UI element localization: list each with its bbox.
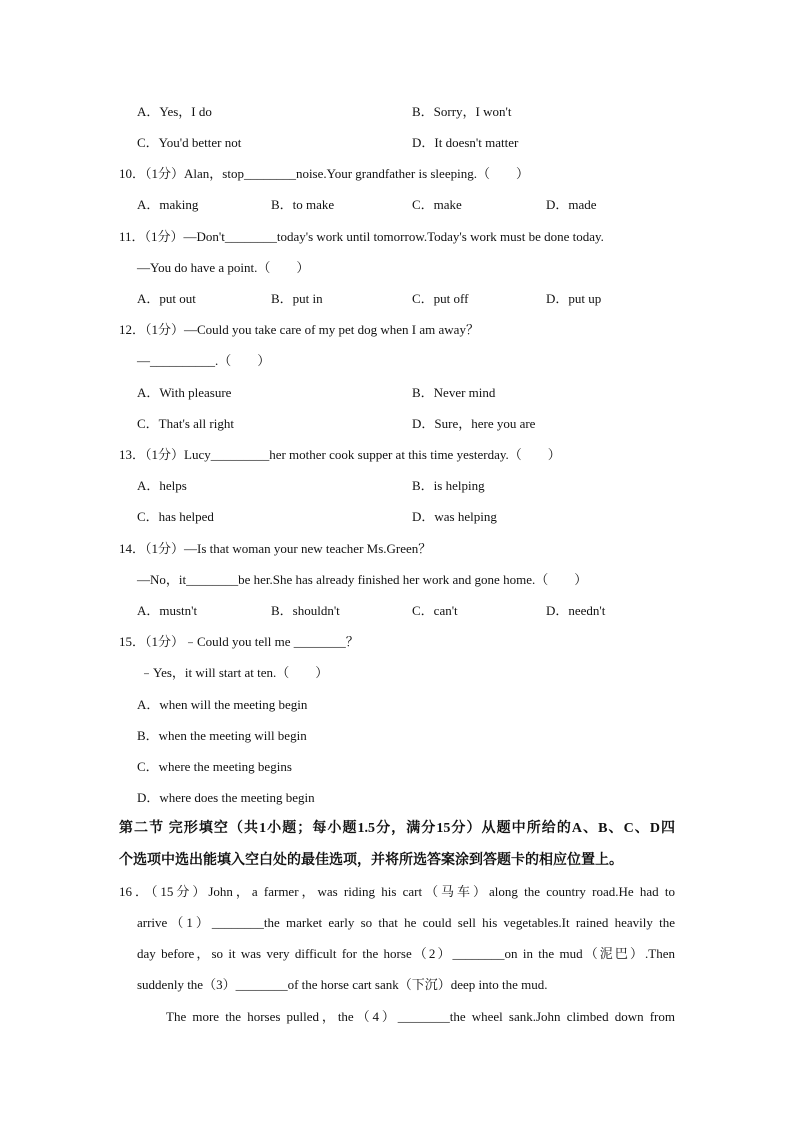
q13-option-b: B．is helping: [412, 478, 485, 493]
q16-passage-line2: arrive（1）________the market early so that he could sell his vegetables.It rained heavily the: [137, 915, 675, 930]
q16-passage-line3: day before，so it was very difficult for the horse（2）________on in the mud（泥巴）.Then: [137, 946, 675, 961]
q11-option-c: C．put off: [412, 291, 469, 306]
q16-passage-line4: suddenly the（3）________of the horse cart sank（下沉）deep into the mud.: [137, 977, 548, 992]
q15-reply: ﹣Yes，it will start at ten.（ ）: [140, 665, 329, 680]
q12-option-d: D．Sure，here you are: [412, 416, 536, 431]
q12-reply: —__________.（ ）: [137, 353, 271, 368]
q9-option-a: A．Yes，I do: [137, 104, 212, 119]
q16-passage-line1: 16．（15分）John，a farmer，was riding his cart（马车）along the country road.He had to: [119, 884, 675, 899]
q11-option-a: A．put out: [137, 291, 196, 306]
q14-option-c: C．can't: [412, 603, 458, 618]
q12-option-b: B．Never mind: [412, 385, 496, 400]
q10-option-b: B．to make: [271, 197, 335, 212]
q14-reply: —No，it________be her.She has already finished her work and gone home.（ ）: [137, 572, 588, 587]
q14-stem: 14．（1分）—Is that woman your new teacher Ms.Green？: [119, 541, 432, 556]
q12-option-a: A．With pleasure: [137, 385, 232, 400]
q11-stem: 11．（1分）—Don't________today's work until tomorrow.Today's work must be done today.: [119, 229, 604, 244]
q10-option-a: A．making: [137, 197, 199, 212]
q12-stem: 12．（1分）—Could you take care of my pet dog when I am away？: [119, 322, 479, 337]
section2-heading-line2: 个选项中选出能填入空白处的最佳选项，并将所选答案涂到答题卡的相应位置上。: [119, 853, 623, 868]
q14-option-d: D．needn't: [546, 603, 606, 618]
q9-option-c: C．You'd better not: [137, 135, 242, 150]
q15-option-a: A．when will the meeting begin: [137, 697, 308, 712]
q14-option-a: A．mustn't: [137, 603, 198, 618]
q13-stem: 13．（1分）Lucy_________her mother cook supper at this time yesterday.（ ）: [119, 447, 561, 462]
q12-option-c: C．That's all right: [137, 416, 234, 431]
q9-option-d: D．It doesn't matter: [412, 135, 519, 150]
q15-stem: 15．（1分）﹣Could you tell me ________？: [119, 634, 359, 649]
q13-option-c: C．has helped: [137, 509, 214, 524]
q9-option-b: B．Sorry，I won't: [412, 104, 512, 119]
q10-option-d: D．made: [546, 197, 597, 212]
q13-option-d: D．was helping: [412, 509, 497, 524]
q11-option-d: D．put up: [546, 291, 602, 306]
q11-option-b: B．put in: [271, 291, 323, 306]
q15-option-b: B．when the meeting will begin: [137, 728, 307, 743]
q15-option-d: D．where does the meeting begin: [137, 790, 315, 805]
q13-option-a: A．helps: [137, 478, 187, 493]
q15-option-c: C．where the meeting begins: [137, 759, 292, 774]
q14-option-b: B．shouldn't: [271, 603, 340, 618]
q10-stem: 10．（1分）Alan，stop________noise.Your grandfather is sleeping.（ ）: [119, 166, 529, 181]
q10-option-c: C．make: [412, 197, 462, 212]
q16-passage-line5: The more the horses pulled，the（4）________the wheel sank.John climbed down from: [166, 1009, 675, 1024]
section2-heading-line1: 第二节 完形填空（共1小题；每小题1.5分，满分15分）从题中所给的A、B、C、D四: [119, 821, 675, 836]
q11-reply: —You do have a point.（ ）: [137, 260, 310, 275]
